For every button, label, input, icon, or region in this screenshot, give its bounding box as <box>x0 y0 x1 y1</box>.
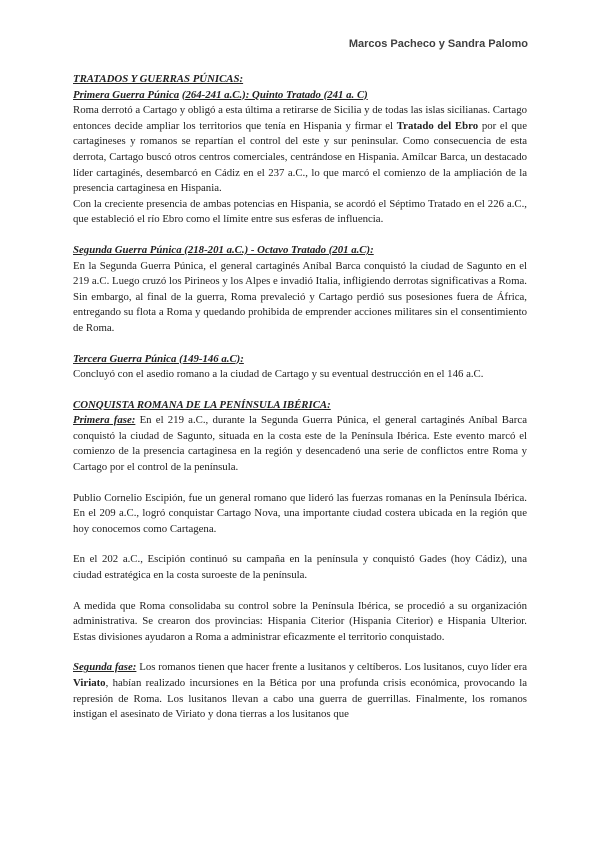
heading-segunda-guerra: Segunda Guerra Púnica (218-201 a.C.) - Octavo Tratado (201 a.C): <box>73 243 374 256</box>
heading-primera-guerra <box>73 88 527 104</box>
paragraph-text: En el 219 a.C., durante la Segunda Guerra Púnica, el general cartaginés Aníbal Barca conquistó la ciudad de Sagunto, situada en la costa este de la Península Ibérica. Este evento marcó el comienzo de la presencia cartaginesa en la región y desencadenó una serie de conflictos entre Roma y Cartago por el control de la península. <box>73 414 527 474</box>
bold-term-viriato: Viriato <box>73 677 106 689</box>
paragraph-text: por el que cartagineses y romanos se repartían el control del este y sur peninsular. Como consecuencia de esta derrota, Cartago buscó otros centros comerciales, centrándose en Hispania. Amílcar Barca, un destacado líder cartaginés, desembarcó en Cádiz en el 237 a.C., lo que marcó el comienzo de la ampliación de la presencia cartaginesa en Hispania. <box>73 119 527 195</box>
paragraph-provincias: A medida que Roma consolidaba su control sobre la Península Ibérica, se procedió a su organización administrativa. Se crearon dos provincias: Hispania Citerior (Hispania Citerior) e Hispania Ulterior. Estas divisiones ayudaron a Roma a administrar eficazmente el territorio conquistado. <box>73 599 527 643</box>
label-primera-fase: Primera fase: <box>73 414 136 427</box>
paragraph-segunda-guerra-1: En la Segunda Guerra Púnica, el general cartaginés Aníbal Barca conquistó la ciudad de Sagunto en el 219 a.C. Luego cruzó los Pirineos y los Alpes e invadió Italia, infligiendo derrotas significativas a Roma. <box>73 259 527 288</box>
paragraph-segunda-fase <box>73 660 527 722</box>
paragraph-text: Roma derrotó a Cartago y obligó a esta última a retirarse de Sicilia y de todas las islas sicilianas. Cartago entonces decide ampliar los territorios que tenía en Hispania y firmar el <box>73 104 527 132</box>
heading-tercera-guerra: Tercera Guerra Púnica (149-146 a.C): <box>73 352 244 365</box>
heading-primera-guerra-b: (264-241 a.C.): Quinto Tratado (241 a. C) <box>181 88 368 101</box>
paragraph-tercera-guerra: Concluyó con el asedio romano a la ciudad de Cartago y su eventual destrucción en el 146 a.C. <box>73 368 484 381</box>
page-header-author: Marcos Pacheco y Sandra Palomo <box>348 38 528 50</box>
paragraph-text: , habían realizado incursiones en la Bética por una profunda crisis económica, provocando la represión de Roma. Los lusitanos llevan a cabo una guerra de guerrillas. Finalmente, los romanos instigan el asesinato de Viriato y dona tierras a los lusitanos que <box>73 677 527 721</box>
section-title-tratados: TRATADOS Y GUERRAS PÚNICAS: <box>73 73 244 85</box>
paragraph-primera-guerra-1 <box>73 103 527 197</box>
document-body <box>73 72 527 723</box>
label-segunda-fase: Segunda fase: <box>73 661 137 674</box>
section-title-conquista: CONQUISTA ROMANA DE LA PENÍNSULA IBÉRICA: <box>73 398 331 411</box>
heading-primera-guerra-a: Primera Guerra Púnica <box>73 88 180 101</box>
paragraph-segunda-guerra-2: Sin embargo, al final de la guerra, Roma prevaleció y Cartago perdió sus posesiones fuera de África, entregando su flota a Roma y quedando prohibida de emprender acciones militares sin el consentimiento de Roma. <box>73 290 527 334</box>
paragraph-primera-guerra-2: Con la creciente presencia de ambas potencias en Hispania, se acordó el Séptimo Tratado en el 226 a.C., que estableció el río Ebro como el límite entre sus esferas de influencia. <box>73 197 527 226</box>
paragraph-text: Los romanos tienen que hacer frente a lusitanos y celtíberos. Los lusitanos, cuyo líder era <box>136 661 527 674</box>
paragraph-escipion: Publio Cornelio Escipión, fue un general romano que lideró las fuerzas romanas en la Península Ibérica. En el 209 a.C., logró conquistar Cartago Nova, una importante ciudad costera ubicada en la región que hoy conocemos como Cartagena. <box>73 491 527 535</box>
paragraph-primera-fase <box>73 413 527 475</box>
paragraph-gades: En el 202 a.C., Escipión continuó su campaña en la península y conquistó Gades (hoy Cádiz), una ciudad estratégica en la costa suroeste de la península. <box>73 553 527 582</box>
bold-term-tratado-ebro: Tratado del Ebro <box>396 119 479 132</box>
